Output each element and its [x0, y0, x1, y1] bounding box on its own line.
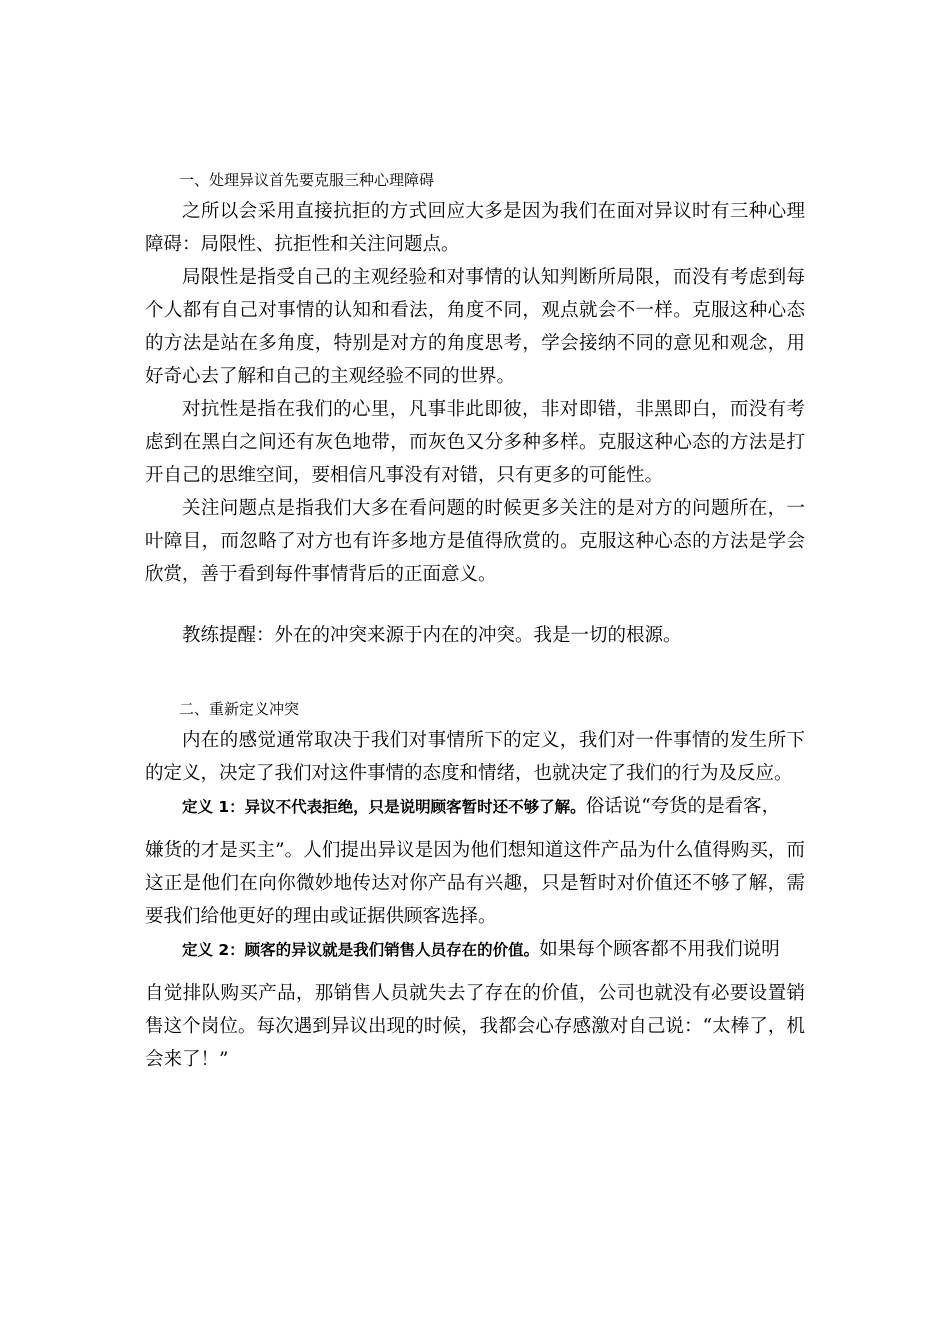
spacer [145, 652, 805, 694]
definition-2-title: 定义 2：顾客的异议就是我们销售人员存在的价值。 [182, 941, 540, 959]
section2-heading: 二、重新定义冲突 [179, 700, 300, 718]
document-page [145, 165, 805, 1076]
section1-paragraph-1: 之所以会采用直接抗拒的方式回应大多是因为我们在面对异议时有三种心理障碍：局限性、抗拒性和关注问题点。 [145, 201, 805, 255]
section2-paragraph-1: 内在的感觉通常取决于我们对事情所下的定义，我们对一件事情的发生所下的定义，决定了我们对这件事情的态度和情绪，也就决定了我们的行为及反应。 [145, 730, 805, 784]
coach-reminder: 教练提醒：外在的冲突来源于内在的冲突。我是一切的根源。 [182, 625, 682, 646]
definition-1-text: 俗话说“夸货的是看客， [585, 796, 781, 817]
section1-paragraph-3: 对抗性是指在我们的心里，凡事非此即彼，非对即错，非黑即白，而没有考虑到在黑白之间还有灰色地带，而灰色又分多种多样。克服这种心态的方法是打开自己的思维空间，要相信凡事没有对错，只有更多的可能性。 [145, 399, 805, 486]
definition-2 [145, 933, 805, 967]
definition-1-continued: 嫌货的才是买主”。人们提出异议是因为他们想知道这件产品为什么值得购买，而这正是他们在向你微妙地传达对你产品有兴趣，只是暂时对价值还不够了解，需要我们给他更好的理由或证据供顾客选择。 [145, 840, 805, 927]
section1-heading: 一、处理异议首先要克服三种心理障碍 [179, 171, 435, 189]
spacer [145, 591, 805, 619]
definition-2-continued: 自觉排队购买产品，那销售人员就失去了存在的价值，公司也就没有必要设置销售这个岗位。每次遇到异议出现的时候，我都会心存感激对自己说：“太棒了，机会来了！” [145, 983, 805, 1070]
definition-1-title: 定义 1：异议不代表拒绝，只是说明顾客暂时还不够了解。 [182, 798, 586, 816]
section1-paragraph-2: 局限性是指受自己的主观经验和对事情的认知判断所局限，而没有考虑到每个人都有自己对事情的认知和看法，角度不同，观点就会不一样。克服这种心态的方法是站在多角度，特别是对方的角度思考，学会接纳不同的意见和观念，用好奇心去了解和自己的主观经验不同的世界。 [145, 267, 805, 387]
definition-1 [145, 790, 805, 824]
section1-paragraph-4: 关注问题点是指我们大多在看问题的时候更多关注的是对方的问题所在，一叶障目，而忽略了对方也有许多地方是值得欣赏的。克服这种心态的方法是学会欣赏，善于看到每件事情背后的正面意义。 [145, 498, 805, 585]
definition-2-text: 如果每个顾客都不用我们说明 [539, 939, 780, 960]
